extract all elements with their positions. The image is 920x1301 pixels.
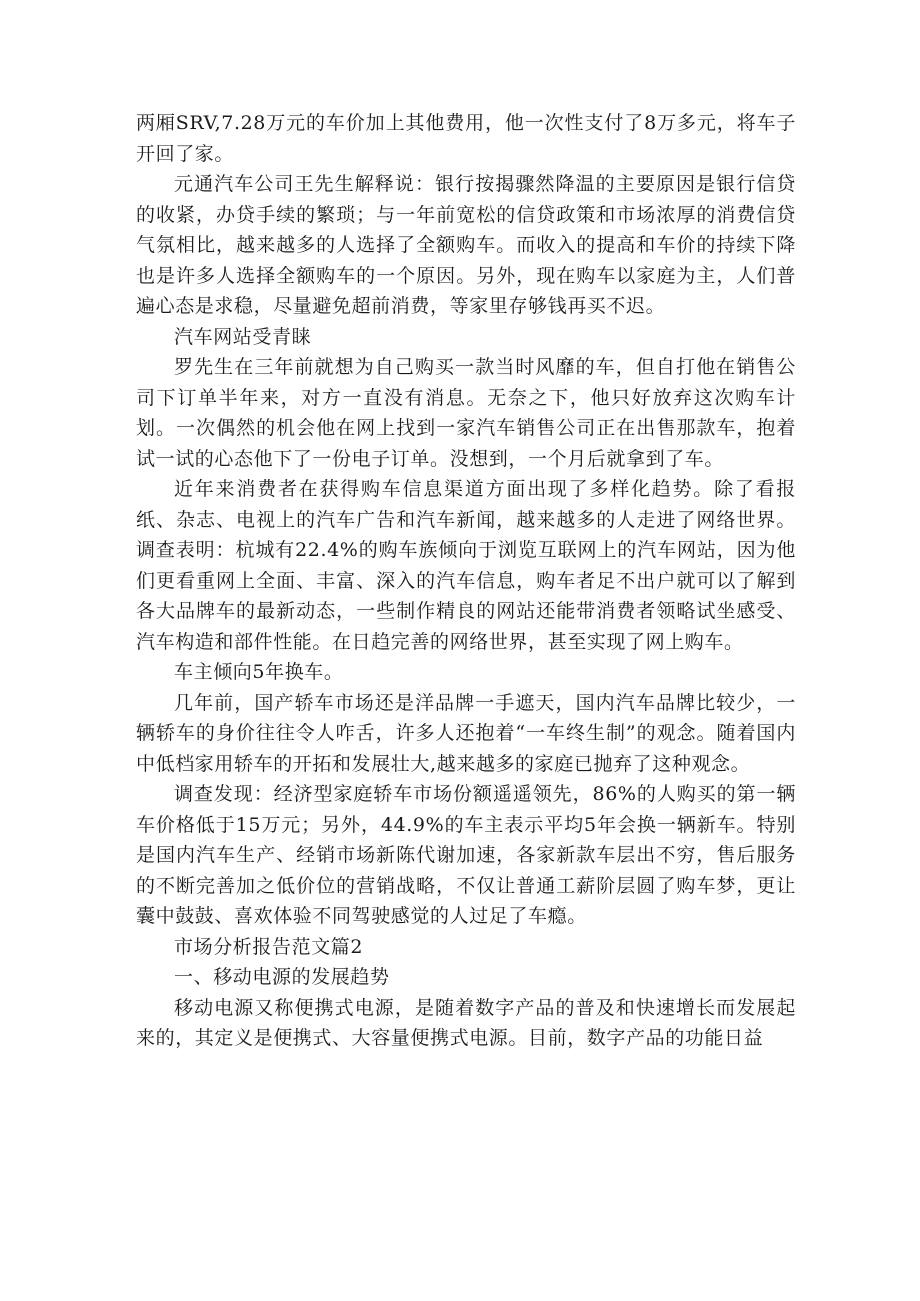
section-heading-car-websites: 汽车网站受青睐: [174, 325, 312, 348]
section-heading-power-bank-trend: 一、移动电源的发展趋势: [174, 966, 390, 988]
document-body: [136, 108, 796, 1054]
section-heading-report-part-2: 市场分析报告范文篇2: [174, 935, 364, 958]
paragraph-8: 调查发现：经济型家庭轿车市场份额遥遥领先，86%的人购买的第一辆车价格低于15万元；另外，44.9%的车主表示平均5年会换一辆新车。特别是国内汽车生产、经销市场新陈代谢加速，各家新款车层出不穷，售后服务的不断完善加之低价位的营销战略，不仅让普通工薪阶层圆了购车梦，更让囊中鼓鼓、喜欢体验不同驾驶感觉的人过足了车瘾。: [136, 783, 796, 927]
paragraph-4: 罗先生在三年前就想为自己购买一款当时风靡的车，但自打他在销售公司下订单半年来，对方一直没有消息。无奈之下，他只好放弃这次购车计划。一次偶然的机会他在网上找到一家汽车销售公司正在出售那款车，抱着试一试的心态他下了一份电子订单。没想到，一个月后就拿到了车。: [136, 356, 796, 470]
paragraph-5: 近年来消费者在获得购车信息渠道方面出现了多样化趋势。除了看报纸、杂志、电视上的汽车广告和汽车新闻，越来越多的人走进了网络世界。调查表明：杭城有22.4%的购车族倾向于浏览互联网上的汽车网站，因为他们更看重网上全面、丰富、深入的汽车信息，购车者足不出户就可以了解到各大品牌车的最新动态，一些制作精良的网站还能带消费者领略试坐感受、汽车构造和部件性能。在日趋完善的网络世界，甚至实现了网上购车。: [136, 478, 796, 653]
section-heading-5-year-replacement: 车主倾向5年换车。: [174, 661, 344, 683]
paragraph-11: 移动电源又称便携式电源，是随着数字产品的普及和快速增长而发展起来的，其定义是便携式、大容量便携式电源。目前，数字产品的功能日益: [136, 996, 796, 1049]
paragraph-1: 两厢SRV,7.28万元的车价加上其他费用，他一次性支付了8万多元，将车子开回了家。: [136, 112, 796, 165]
paragraph-2: 元通汽车公司王先生解释说：银行按揭骤然降温的主要原因是银行信贷的收紧，办贷手续的繁琐；与一年前宽松的信贷政策和市场浓厚的消费信贷气氛相比，越来越多的人选择了全额购车。而收入的提高和车价的持续下降也是许多人选择全额购车的一个原因。另外，现在购车以家庭为主，人们普遍心态是求稳，尽量避免超前消费，等家里存够钱再买不迟。: [136, 173, 796, 317]
paragraph-7: 几年前，国产轿车市场还是洋品牌一手遮天，国内汽车品牌比较少，一辆轿车的身价往往令人咋舌，许多人还抱着“一车终生制”的观念。随着国内中低档家用轿车的开拓和发展壮大,越来越多的家庭已抛弃了这种观念。: [136, 691, 796, 775]
